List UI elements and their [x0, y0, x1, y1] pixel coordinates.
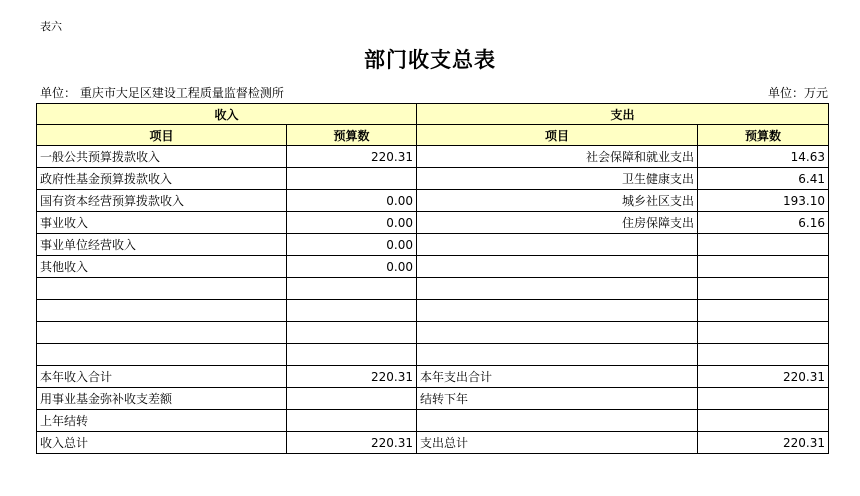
expense-item-cell: 社会保障和就业支出: [417, 146, 698, 168]
income-item-cell: [37, 300, 287, 322]
expense-item-cell: [417, 322, 698, 344]
income-item-cell: 一般公共预算拨款收入: [37, 146, 287, 168]
table-row: [37, 432, 829, 454]
income-value-cell: [287, 410, 417, 432]
table-row: [37, 300, 829, 322]
income-item-cell: [37, 344, 287, 366]
income-item-cell: 事业收入: [37, 212, 287, 234]
expense-section-header: 支出: [417, 104, 829, 125]
table-row: [37, 212, 829, 234]
income-item-cell: 用事业基金弥补收支差额: [37, 388, 287, 410]
page-title: 部门收支总表: [364, 47, 496, 72]
expense-value-cell: 6.16: [698, 212, 829, 234]
header-row-sections: [37, 104, 829, 125]
income-value-cell: [287, 278, 417, 300]
income-value-cell: [287, 300, 417, 322]
expense-item-cell: 城乡社区支出: [417, 190, 698, 212]
income-value-cell: 0.00: [287, 234, 417, 256]
budget-summary-table: [36, 103, 829, 454]
expense-budget-header: 预算数: [698, 125, 829, 146]
expense-item-header: 项目: [417, 125, 698, 146]
expense-item-cell: [417, 300, 698, 322]
income-value-cell: 220.31: [287, 146, 417, 168]
expense-value-cell: 14.63: [698, 146, 829, 168]
expense-value-cell: 6.41: [698, 168, 829, 190]
table-row: [37, 190, 829, 212]
table-row: [37, 410, 829, 432]
expense-item-cell: [417, 278, 698, 300]
expense-item-cell: [417, 256, 698, 278]
expense-value-cell: [698, 278, 829, 300]
table-row: [37, 146, 829, 168]
income-value-cell: 0.00: [287, 256, 417, 278]
income-section-header: 收入: [37, 104, 417, 125]
expense-value-cell: [698, 410, 829, 432]
income-item-cell: 上年结转: [37, 410, 287, 432]
department-unit-label: 单位： 重庆市大足区建设工程质量监督检测所: [40, 86, 284, 100]
income-value-cell: [287, 168, 417, 190]
expense-value-cell: [698, 322, 829, 344]
expense-value-cell: [698, 300, 829, 322]
expense-item-cell: 住房保障支出: [417, 212, 698, 234]
header-row-columns: [37, 125, 829, 146]
table-number-label: 表六: [40, 20, 62, 33]
expense-value-cell: [698, 234, 829, 256]
income-item-header: 项目: [37, 125, 287, 146]
income-value-cell: 220.31: [287, 432, 417, 454]
currency-unit-label: 单位：万元: [767, 86, 828, 100]
income-value-cell: 0.00: [287, 212, 417, 234]
expense-value-cell: [698, 388, 829, 410]
income-item-cell: 事业单位经营收入: [37, 234, 287, 256]
expense-item-cell: 支出总计: [417, 432, 698, 454]
income-value-cell: [287, 322, 417, 344]
table-row: [37, 388, 829, 410]
table-row: [37, 322, 829, 344]
income-item-cell: 政府性基金预算拨款收入: [37, 168, 287, 190]
income-budget-header: 预算数: [287, 125, 417, 146]
table-row: [37, 278, 829, 300]
table-row: [37, 168, 829, 190]
table-row: [37, 234, 829, 256]
table-row: [37, 366, 829, 388]
income-value-cell: 0.00: [287, 190, 417, 212]
expense-value-cell: 220.31: [698, 366, 829, 388]
expense-item-cell: [417, 410, 698, 432]
income-item-cell: [37, 322, 287, 344]
expense-value-cell: [698, 256, 829, 278]
expense-item-cell: [417, 344, 698, 366]
income-item-cell: 收入总计: [37, 432, 287, 454]
income-item-cell: 本年收入合计: [37, 366, 287, 388]
income-item-cell: [37, 278, 287, 300]
income-value-cell: 220.31: [287, 366, 417, 388]
income-item-cell: 国有资本经营预算拨款收入: [37, 190, 287, 212]
expense-value-cell: [698, 344, 829, 366]
expense-value-cell: 220.31: [698, 432, 829, 454]
table-row: [37, 256, 829, 278]
expense-item-cell: 结转下年: [417, 388, 698, 410]
expense-item-cell: 本年支出合计: [417, 366, 698, 388]
income-item-cell: 其他收入: [37, 256, 287, 278]
table-row: [37, 344, 829, 366]
expense-value-cell: 193.10: [698, 190, 829, 212]
expense-item-cell: [417, 234, 698, 256]
expense-item-cell: 卫生健康支出: [417, 168, 698, 190]
income-value-cell: [287, 388, 417, 410]
income-value-cell: [287, 344, 417, 366]
